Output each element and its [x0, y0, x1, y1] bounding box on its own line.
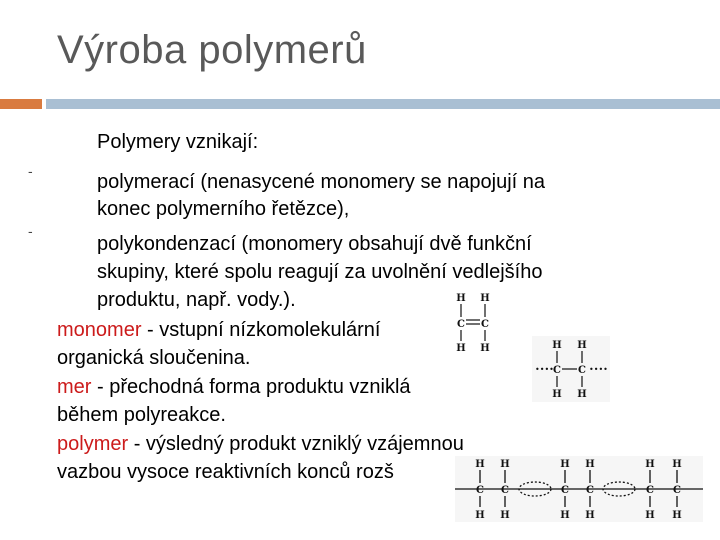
dotted-bond-right: •••• — [589, 365, 608, 374]
atom-h: H — [480, 293, 490, 304]
intro-line: Polymery vznikají: — [97, 131, 259, 153]
bullet-1-line-1: polymerací (nenasycené monomery se napojují na — [97, 171, 546, 193]
atom-c: C — [553, 365, 561, 376]
atom-h: H — [480, 343, 490, 354]
atom-h: H — [585, 459, 595, 470]
definition-mer-line-1: mer - přechodná forma produktu vzniklá — [57, 376, 411, 398]
definition-mer-line-2: během polyreakce. — [57, 404, 226, 426]
bullet-2-line-3: produktu, např. vody.). — [97, 289, 296, 311]
atom-h: H — [577, 389, 587, 400]
atom-h: H — [500, 510, 510, 521]
atom-h: H — [500, 459, 510, 470]
atom-h: H — [456, 343, 466, 354]
atom-h: H — [475, 459, 485, 470]
atom-h: H — [585, 510, 595, 521]
atom-h: H — [645, 510, 655, 521]
definition-monomer-line-2: organická sloučenina. — [57, 347, 251, 369]
atom-c: C — [481, 319, 489, 330]
term-mer: mer — [57, 376, 92, 398]
ethylene-structure-diagram — [450, 290, 500, 354]
definition-polymer-line-2: vazbou vysoce reaktivních konců rozš — [57, 461, 394, 483]
atom-c: C — [673, 485, 681, 496]
definition-polymer-line-1: polymer - výsledný produkt vzniklý vzájemnou — [57, 433, 464, 455]
definition-monomer-line-1: monomer - vstupní nízkomolekulární — [57, 319, 381, 341]
mer-unit-diagram — [532, 336, 610, 402]
slide-title: Výroba polymerů — [57, 28, 367, 72]
dotted-bond-left: •••• — [535, 365, 554, 374]
atom-c: C — [561, 485, 569, 496]
atom-h: H — [552, 389, 562, 400]
bullet-2-line-1: polykondenzací (monomery obsahují dvě funkční — [97, 233, 532, 255]
title-accent-bar-orange — [0, 99, 42, 109]
atom-h: H — [645, 459, 655, 470]
atom-c: C — [501, 485, 509, 496]
bullet-dash: - — [28, 163, 33, 179]
atom-h: H — [577, 340, 587, 351]
polymer-chain-diagram — [455, 456, 703, 522]
atom-c: C — [578, 365, 586, 376]
term-monomer: monomer — [57, 319, 142, 341]
bullet-1-line-2: konec polymerního řetězce), — [97, 198, 350, 220]
atom-h: H — [560, 510, 570, 521]
atom-h: H — [456, 293, 466, 304]
atom-h: H — [475, 510, 485, 521]
atom-c: C — [646, 485, 654, 496]
atom-c: C — [476, 485, 484, 496]
bullet-dash: - — [28, 223, 33, 239]
bullet-2-line-2: skupiny, které spolu reagují za uvolnění vedlejšího — [97, 261, 543, 283]
atom-h: H — [560, 459, 570, 470]
title-accent-bar-blue — [46, 99, 720, 109]
atom-c: C — [457, 319, 465, 330]
term-polymer: polymer — [57, 433, 129, 455]
atom-h: H — [552, 340, 562, 351]
atom-h: H — [672, 510, 682, 521]
atom-h: H — [672, 459, 682, 470]
atom-c: C — [586, 485, 594, 496]
